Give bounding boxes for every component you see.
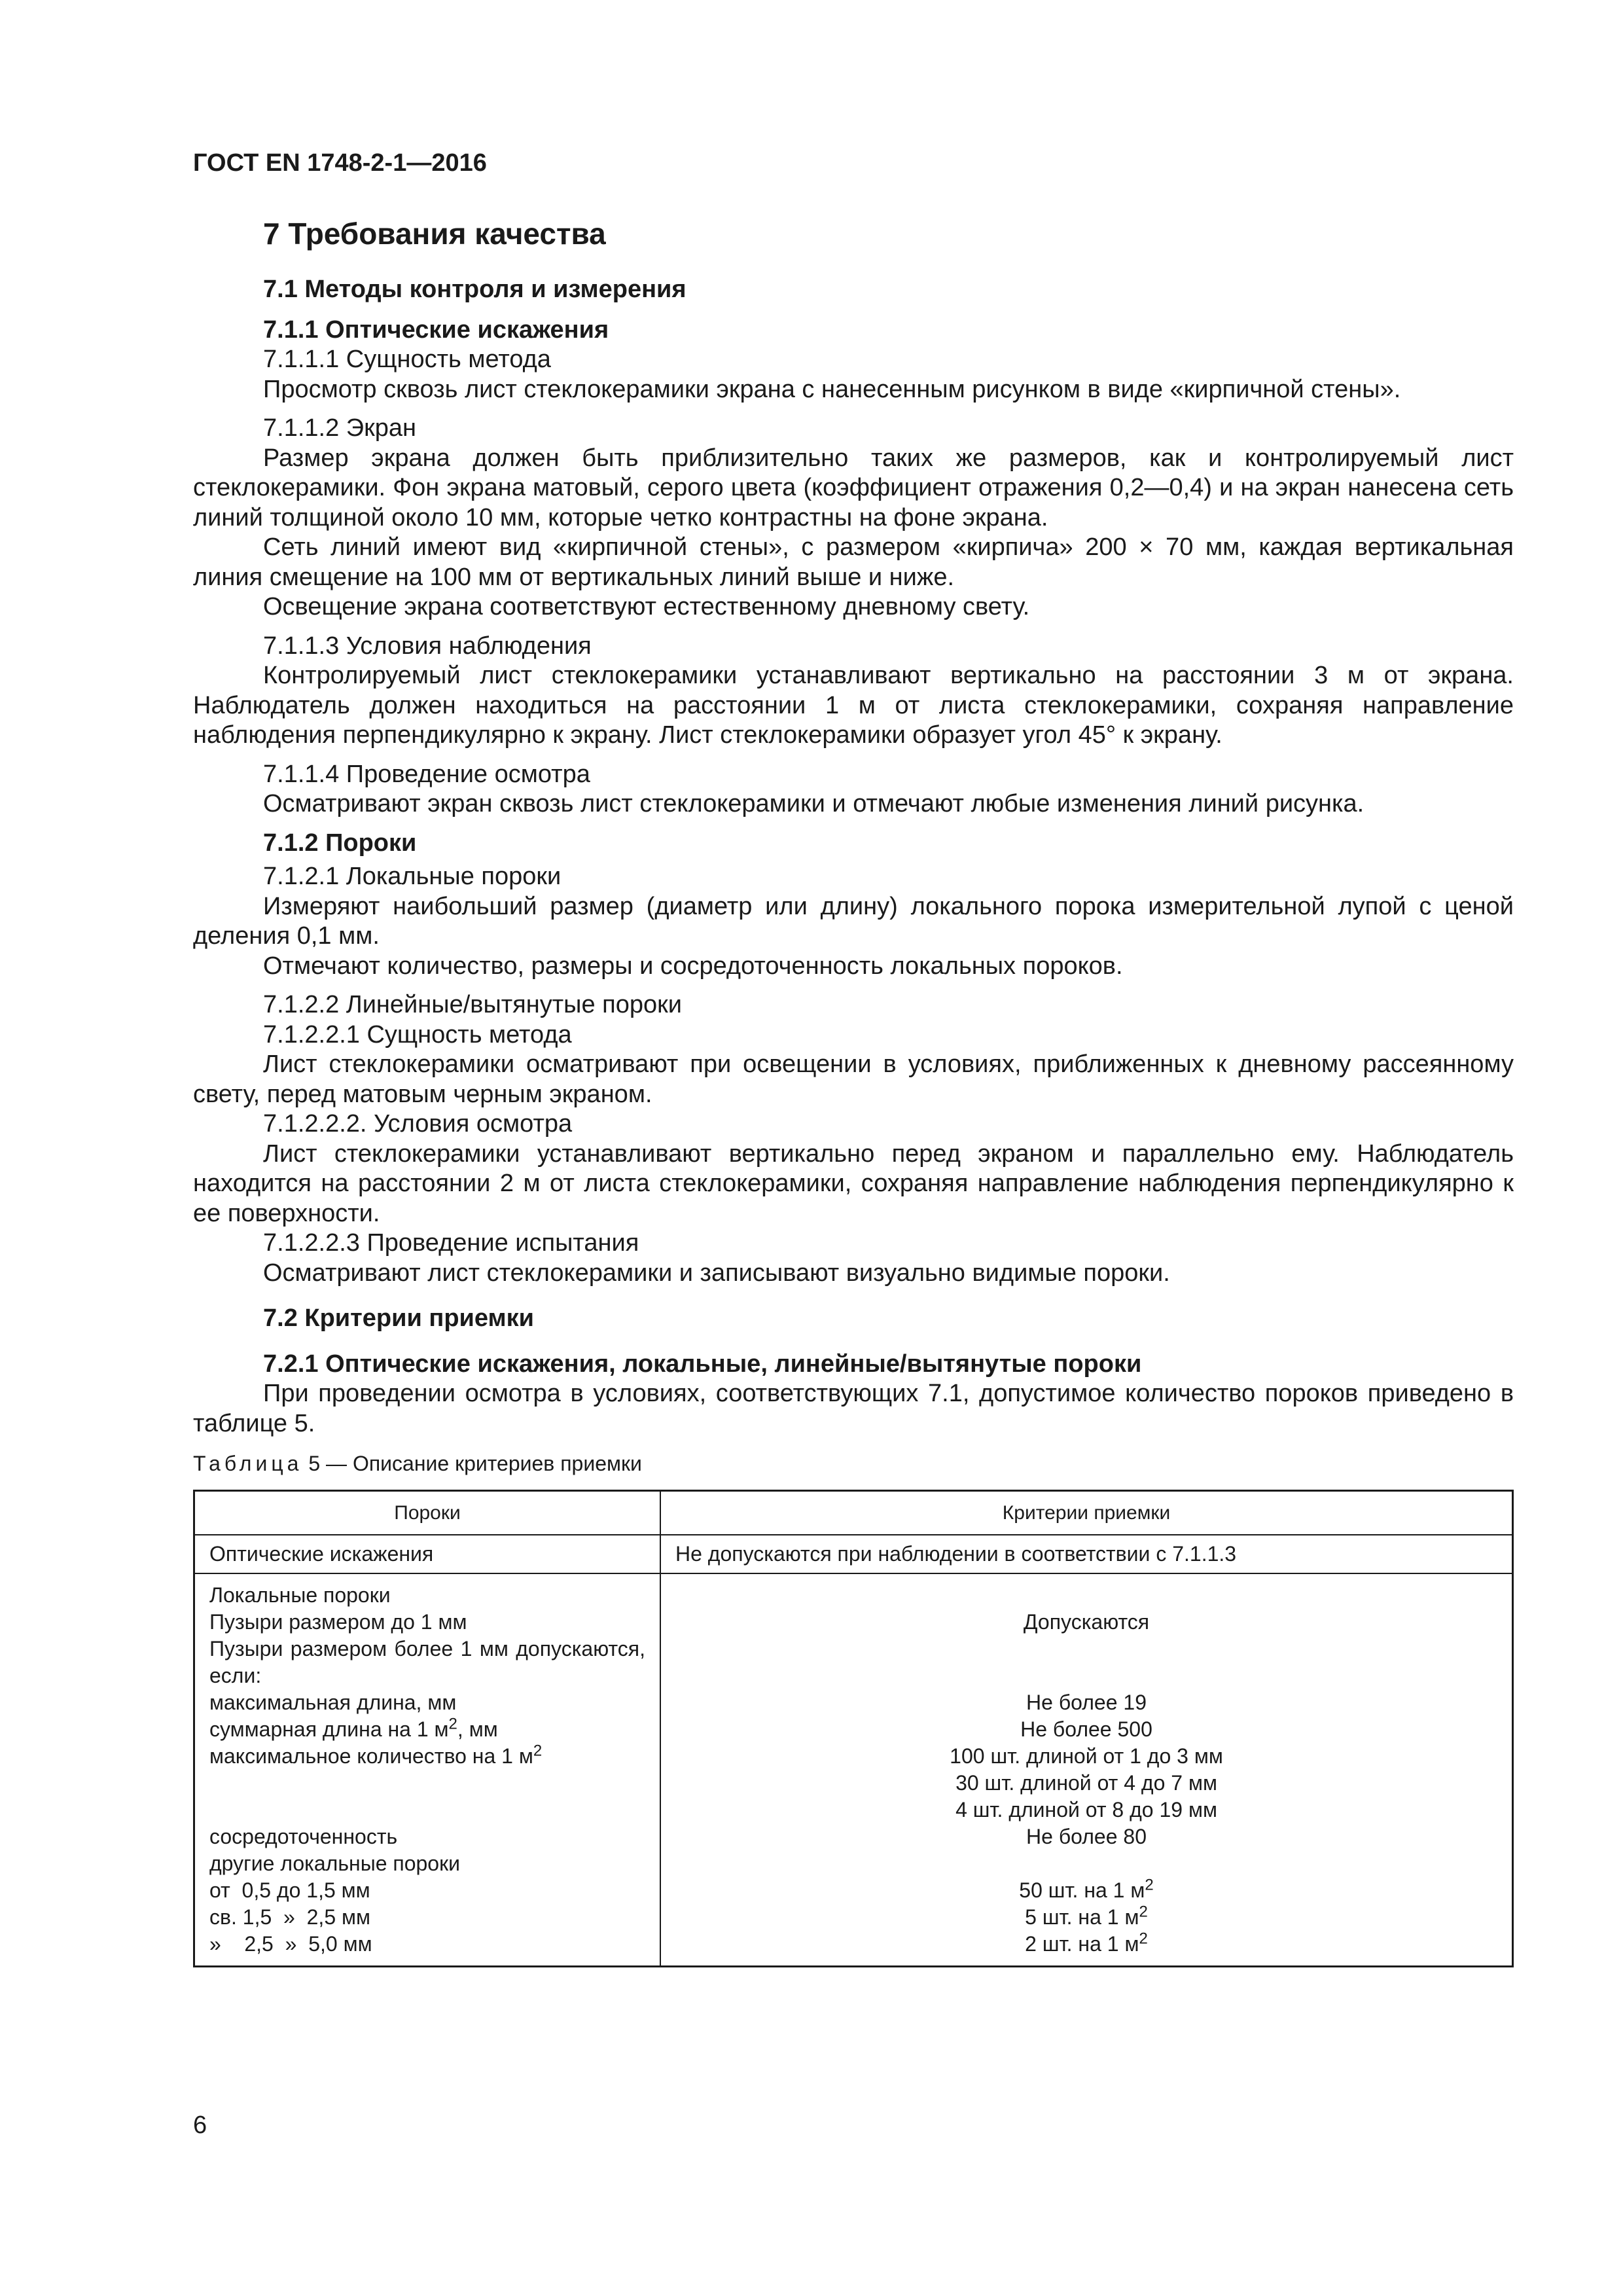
clause-text-7-1-1-2-p1: Размер экрана должен быть приблизительно таких же размеров, как и контролируемый лист стеклокерамики. Фон экрана матовый, серого цвета (коэффициент отражения 0,2—0,4) и на экран нанесена сеть линий толщиной около 10 мм, которые четко контрастны на фоне экрана. [193,444,1514,531]
subsection-title-7-1-2: 7.1.2 Пороки [263,829,417,857]
clause-text-7-1-2-2-1: Лист стеклокерамики осматривают при освещении в условиях, приближенных к дневному рассеянному свету, перед матовым черным экраном. [193,1050,1514,1108]
table-header-defects: Пороки [194,1491,661,1535]
table-header-criteria: Критерии приемки [660,1491,1513,1535]
criteria-table [193,1490,1514,1967]
clause-text-7-1-2-1-p1: Измеряют наибольший размер (диаметр или длину) локального порока измерительной лупой с ценой деления 0,1 мм. [193,892,1514,950]
clause-title-7-1-2-2: 7.1.2.2 Линейные/вытянутые пороки [263,991,682,1018]
clause-title-7-1-1-2: 7.1.1.2 Экран [263,414,416,442]
clause-text-7-2-1: При проведении осмотра в условиях, соответствующих 7.1, допустимое количество пороков приведено в таблице 5. [193,1380,1514,1437]
subsection-title-7-1: 7.1 Методы контроля и измерения [263,276,687,303]
clause-title-7-1-2-1: 7.1.2.1 Локальные пороки [263,863,562,890]
table-caption: Таблица 5 — Описание критериев приемки [193,1452,642,1475]
clause-text-7-1-1-2-p2: Сеть линий имеют вид «кирпичной стены», с размером «кирпича» 200 × 70 мм, каждая вертикальная линия смещение на 100 мм от вертикальных линий выше и ниже. [193,533,1514,591]
clause-text-7-1-2-2-2: Лист стеклокерамики устанавливают вертикально перед экраном и параллельно ему. Наблюдатель находится на расстоянии 2 м от листа стеклокерамики, сохраняя направление наблюдения перпендикулярно к ее поверхности. [193,1139,1514,1227]
subsection-title-7-2: 7.2 Критерии приемки [263,1304,535,1332]
subsection-title-7-1-1: 7.1.1 Оптические искажения [263,315,609,344]
table-cell-criteria: Не допускаются при наблюдении в соответствии с 7.1.1.3 [660,1535,1513,1573]
table-cell-criteria-list: Допускаются Не более 19 Не более 500 100 шт. длиной от 1 до 3 мм 30 шт. длиной от 4 до 7 мм 4 шт. длиной от 8 до 19 мм Не более 80 50 шт. на 1 $м^2$ 5 шт. на 1 $м^2$ 2 шт. на 1 $м^2$ [660,1573,1513,1967]
table-cell-defects-list: Локальные пороки Пузыри размером до 1 мм Пузыри размером более 1 мм допускаются, если: максимальная длина, мм суммарная длина на 1 $м^2$, мм максимальное количество на 1 $м^2$ сосредоточенность другие локальные пороки от 0,5 до 1,5 мм св. 1,5 » 2,5 мм » 2,5 » 5,0 мм [194,1573,661,1967]
clause-text-7-1-1-3: Контролируемый лист стеклокерамики устанавливают вертикально на расстоянии 3 м от экрана. Наблюдатель должен находиться на расстоянии 1 м от листа стеклокерамики, сохраняя направление наблюдения перпендикулярно к экрану. Лист стеклокерамики образует угол 45° к экрану. [193,662,1514,749]
clause-text-7-1-2-2-3: Осматривают лист стеклокерамики и записывают визуально видимые пороки. [263,1259,1170,1287]
clause-title-7-1-2-2-2: 7.1.2.2.2. Условия осмотра [263,1110,573,1138]
page-content [193,216,1514,1967]
table-header-row [194,1491,1513,1535]
table-row [194,1573,1513,1967]
clause-title-7-1-1-1: 7.1.1.1 Сущность метода [263,346,551,373]
document-code: ГОСТ EN 1748-2-1—2016 [193,149,487,177]
clause-text-7-1-2-1-p2: Отмечают количество, размеры и сосредоточенность локальных пороков. [263,952,1123,980]
table-cell-defect: Оптические искажения [194,1535,661,1573]
subsection-title-7-2-1: 7.2.1 Оптические искажения, локальные, линейные/вытянутые пороки [263,1350,1142,1378]
clause-title-7-1-2-2-3: 7.1.2.2.3 Проведение испытания [263,1229,639,1257]
page-number: 6 [193,2111,207,2139]
section-title: 7 Требования качества [263,217,606,251]
clause-text-7-1-1-1: Просмотр сквозь лист стеклокерамики экрана с нанесенным рисунком в виде «кирпичной стены». [263,375,1401,403]
clause-title-7-1-2-2-1: 7.1.2.2.1 Сущность метода [263,1020,572,1049]
clause-text-7-1-1-4: Осматривают экран сквозь лист стеклокерамики и отмечают любые изменения линий рисунка. [263,790,1364,817]
table-row [194,1535,1513,1573]
clause-title-7-1-1-4: 7.1.1.4 Проведение осмотра [263,760,590,788]
clause-text-7-1-1-2-p3: Освещение экрана соответствуют естественному дневному свету. [263,593,1030,620]
clause-title-7-1-1-3: 7.1.1.3 Условия наблюдения [263,632,592,660]
